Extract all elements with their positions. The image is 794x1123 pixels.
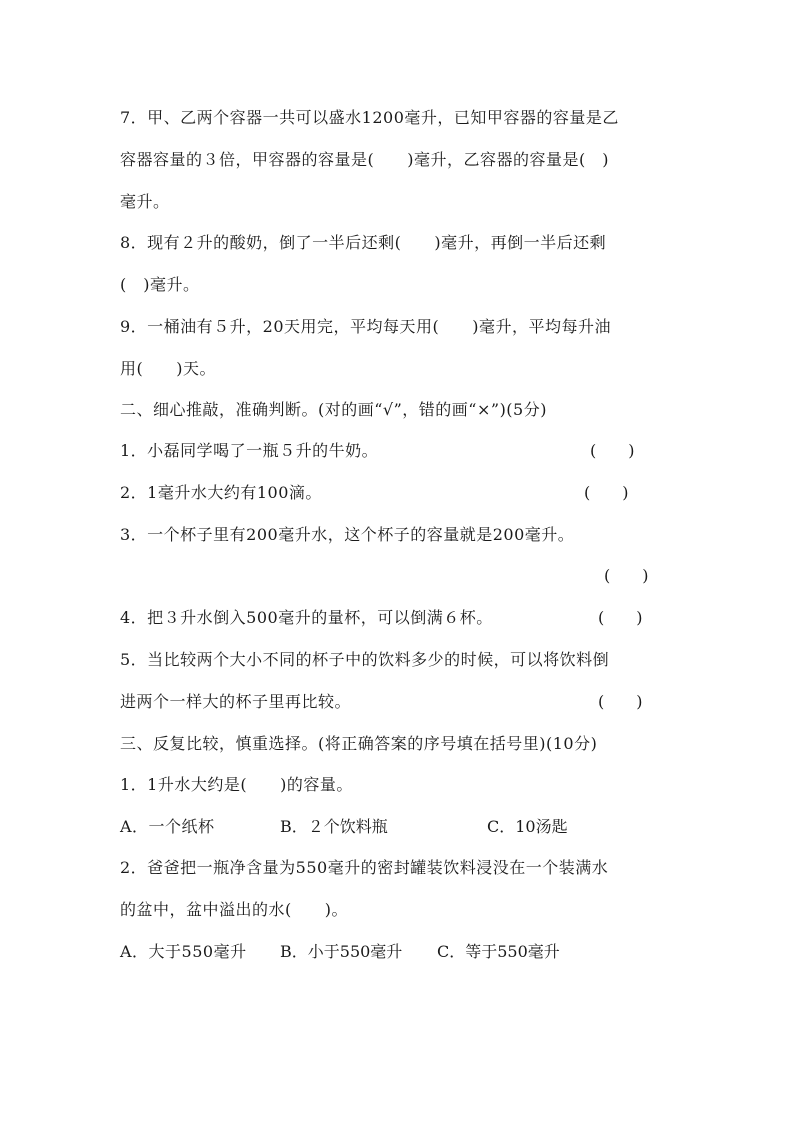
mc-q1-stem: 1．1升水大约是( )的容量。 bbox=[120, 775, 353, 794]
mc-q1-option-a: A．一个纸杯 bbox=[120, 817, 215, 836]
q8-line2: ( )毫升。 bbox=[120, 275, 200, 294]
mc-q2-option-a: A．大于550毫升 bbox=[120, 942, 247, 961]
mc-q1-option-c: C．10汤匙 bbox=[487, 817, 568, 836]
tf-q3-answer-paren: ( ) bbox=[604, 566, 649, 585]
q8-line1: 8．现有２升的酸奶，倒了一半后还剩( )毫升，再倒一半后还剩 bbox=[120, 233, 607, 252]
part2-heading: 二、细心推敲，准确判断。(对的画“√”，错的画“×”)(5分) bbox=[120, 400, 547, 419]
tf-q2-answer-paren: ( ) bbox=[584, 483, 629, 502]
tf-q3-text: 3．一个杯子里有200毫升水，这个杯子的容量就是200毫升。 bbox=[120, 525, 575, 544]
tf-q1-text: 1．小磊同学喝了一瓶５升的牛奶。 bbox=[120, 441, 379, 460]
mc-q1-option-b: B．２个饮料瓶 bbox=[280, 817, 388, 836]
tf-q2-text: 2．1毫升水大约有100滴。 bbox=[120, 483, 322, 502]
tf-q5-line1: 5．当比较两个大小不同的杯子中的饮料多少的时候，可以将饮料倒 bbox=[120, 650, 610, 669]
tf-q5-line2: 进两个一样大的杯子里再比较。 bbox=[120, 692, 352, 711]
tf-q5-answer-paren: ( ) bbox=[598, 692, 643, 711]
tf-q4-answer-paren: ( ) bbox=[598, 608, 643, 627]
part3-heading: 三、反复比较，慎重选择。(将正确答案的序号填在括号里)(10分) bbox=[120, 734, 598, 753]
mc-q2-line1: 2．爸爸把一瓶净含量为550毫升的密封罐装饮料浸没在一个装满水 bbox=[120, 858, 609, 877]
q7-line3: 毫升。 bbox=[120, 192, 170, 211]
mc-q2-option-b: B．小于550毫升 bbox=[280, 942, 403, 961]
mc-q2-line2: 的盆中，盆中溢出的水( )。 bbox=[120, 900, 348, 919]
tf-q4-text: 4．把３升水倒入500毫升的量杯，可以倒满６杯。 bbox=[120, 608, 493, 627]
tf-q1-answer-paren: ( ) bbox=[590, 441, 635, 460]
q7-line1: 7．甲、乙两个容器一共可以盛水1200毫升，已知甲容器的容量是乙 bbox=[120, 108, 619, 127]
mc-q2-option-c: C．等于550毫升 bbox=[437, 942, 560, 961]
q7-line2: 容器容量的３倍，甲容器的容量是( )毫升，乙容器的容量是( ) bbox=[120, 150, 609, 169]
q9-line1: 9．一桶油有５升，20天用完，平均每天用( )毫升，平均每升油 bbox=[120, 317, 612, 336]
q9-line2: 用( )天。 bbox=[120, 359, 216, 378]
